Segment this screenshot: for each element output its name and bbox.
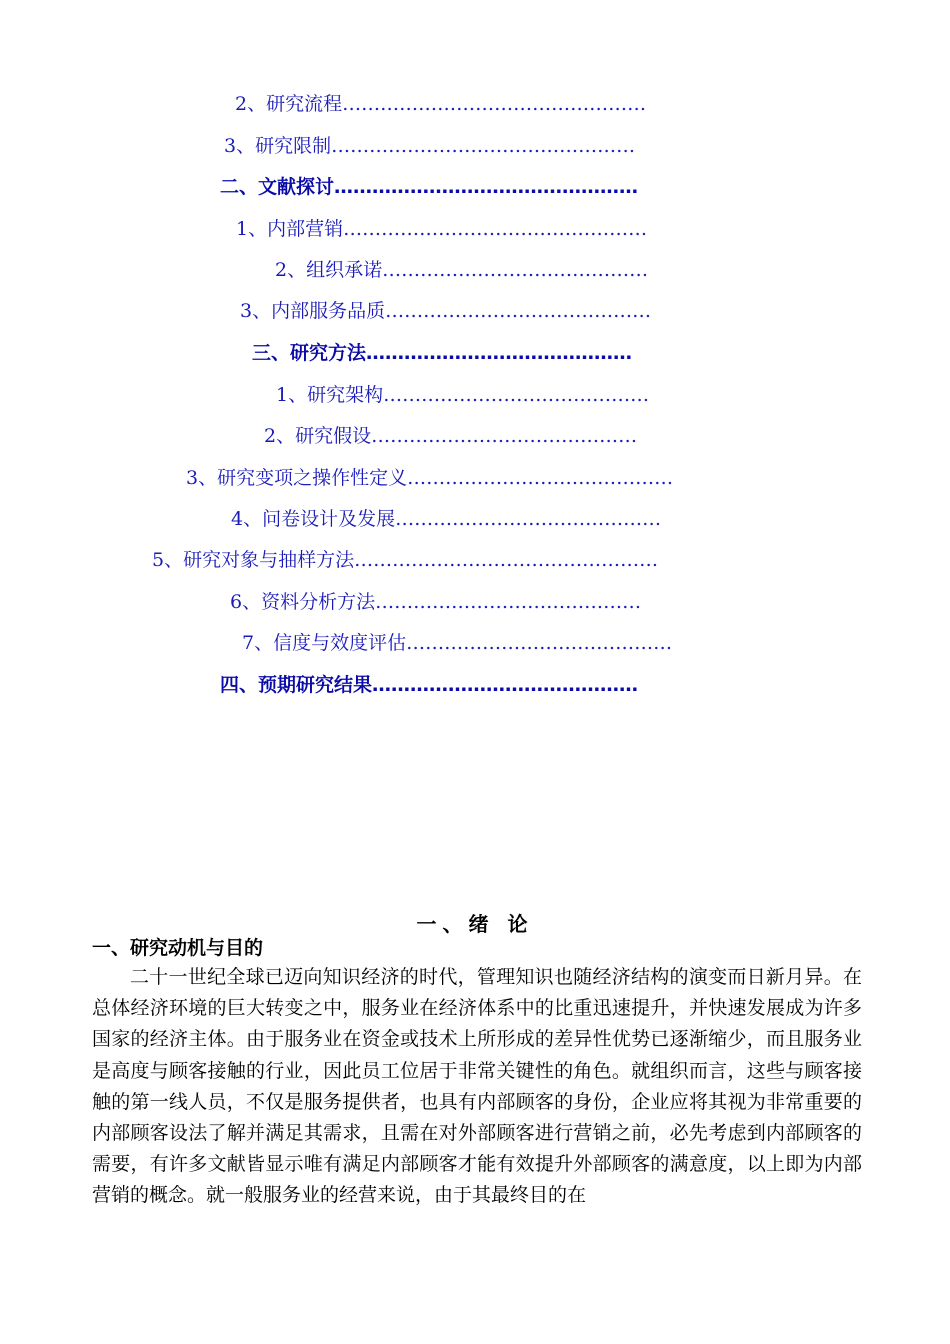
toc-item-label: 6、资料分析方法 <box>230 591 376 613</box>
toc-item-label: 2、研究假设 <box>264 425 372 447</box>
toc-item-label: 四、预期研究结果 <box>220 674 373 696</box>
toc-leader-dots: ………………………………………… <box>343 218 648 240</box>
toc-leader-dots: …………………………………… <box>385 300 652 322</box>
toc-item-research-methods[interactable] <box>252 341 632 365</box>
toc-item-internal-marketing[interactable] <box>236 217 647 241</box>
toc-leader-dots: ………………………………………… <box>354 549 659 571</box>
toc-item-research-hypotheses[interactable] <box>264 424 637 448</box>
toc-leader-dots: ………………………………………… <box>334 176 639 198</box>
toc-item-research-limits[interactable] <box>224 134 635 158</box>
toc-item-operational-definitions[interactable] <box>186 466 673 490</box>
toc-leader-dots: …………………………………… <box>406 632 673 654</box>
toc-leader-dots: …………………………………… <box>395 508 662 530</box>
toc-item-label: 7、信度与效度评估 <box>242 632 407 654</box>
toc-item-label: 二、文献探讨 <box>220 176 335 198</box>
toc-item-research-process[interactable] <box>235 92 646 116</box>
toc-item-label: 3、内部服务品质 <box>240 300 386 322</box>
toc-leader-dots: …………………………………… <box>371 425 638 447</box>
toc-item-questionnaire-design[interactable] <box>231 507 661 531</box>
toc-item-organizational-commitment[interactable] <box>275 258 648 282</box>
toc-item-label: 1、内部营销 <box>236 218 344 240</box>
toc-leader-dots: …………………………………… <box>375 591 642 613</box>
toc-item-label: 4、问卷设计及发展 <box>231 508 396 530</box>
toc-item-internal-service-quality[interactable] <box>240 299 651 323</box>
chapter-title: 一、绪 论 <box>416 912 534 936</box>
toc-item-label: 2、组织承诺 <box>275 259 383 281</box>
toc-item-label: 3、研究变项之操作性定义 <box>186 467 408 489</box>
toc-item-data-analysis[interactable] <box>230 590 641 614</box>
toc-item-label: 3、研究限制 <box>224 135 332 157</box>
toc-leader-dots: …………………………………… <box>383 384 650 406</box>
toc-leader-dots: …………………………………… <box>407 467 674 489</box>
toc-item-label: 三、研究方法 <box>252 342 367 364</box>
toc-item-sampling-methods[interactable] <box>152 548 658 572</box>
toc-item-literature-review[interactable] <box>220 175 638 199</box>
toc-leader-dots: …………………………………… <box>366 342 633 364</box>
toc-item-research-framework[interactable] <box>276 383 649 407</box>
toc-leader-dots: ………………………………………… <box>331 135 636 157</box>
toc-item-label: 5、研究对象与抽样方法 <box>152 549 355 571</box>
toc-leader-dots: ………………………………………… <box>342 93 647 115</box>
section-heading: 一、研究动机与目的 <box>92 937 264 959</box>
toc-item-expected-results[interactable] <box>220 673 638 697</box>
body-paragraph: 二十一世纪全球已迈向知识经济的时代，管理知识也随经济结构的演变而日新月异。在总体经济环境的巨大转变之中，服务业在经济体系中的比重迅速提升，并快速发展成为许多国家的经济主体。由于服务业在资金或技术上所形成的差异性优势已逐渐缩少，而且服务业是高度与顾客接触的行业，因此员工位居于非常关键性的角色。就组织而言，这些与顾客接触的第一线人员，不仅是服务提供者，也具有内部顾客的身份，企业应将其视为非常重要的内部顾客设法了解并满足其需求，且需在对外部顾客进行营销之前，必先考虑到内部顾客的需要，有许多文献皆显示唯有满足内部顾客才能有效提升外部顾客的满意度，以上即为内部营销的概念。就一般服务业的经营来说，由于其最终目的在 <box>92 966 862 1207</box>
toc-leader-dots: …………………………………… <box>372 674 639 696</box>
toc-item-label: 2、研究流程 <box>235 93 343 115</box>
toc-leader-dots: …………………………………… <box>382 259 649 281</box>
toc-item-reliability-validity[interactable] <box>242 631 672 655</box>
toc-item-label: 1、研究架构 <box>276 384 384 406</box>
